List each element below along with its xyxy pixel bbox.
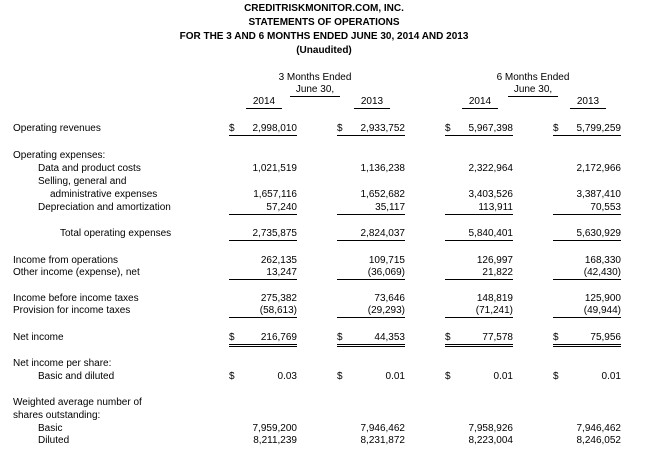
provision-1: (58,613) [229, 305, 297, 318]
net-income-cell-4 [553, 332, 621, 347]
provision-4: (49,944) [553, 305, 621, 318]
diluted-shares-4: 8,246,052 [576, 435, 621, 446]
three-months-date: June 30, [290, 84, 340, 97]
eps-cell-1 [229, 371, 297, 383]
label-net-income-per-share: Net income per share: [13, 358, 112, 369]
statement-period: FOR THE 3 AND 6 MONTHS ENDED JUNE 30, 2014 AND 2013 [179, 31, 469, 42]
label-total-operating-expenses: Total operating expenses [60, 228, 172, 239]
label-operating-expenses: Operating expenses: [13, 150, 106, 161]
total-opex-2: 2,824,037 [337, 228, 405, 241]
label-sga-line2: administrative expenses [50, 189, 158, 200]
value: 77,578 [482, 332, 513, 343]
depreciation-4: 70,553 [553, 202, 621, 215]
eps-cell-4 [553, 371, 621, 383]
value: 5,799,259 [576, 123, 621, 134]
value: 0.01 [493, 371, 513, 382]
diluted-shares-2: 8,231,872 [360, 435, 405, 446]
income-before-taxes-3: 148,819 [476, 293, 513, 304]
income-before-taxes-2: 73,646 [374, 293, 405, 304]
provision-2: (29,293) [337, 305, 405, 318]
label-weighted-average-line1: Weighted average number of [13, 397, 142, 408]
dollar-sign: $ [553, 332, 559, 343]
eps-cell-3 [445, 371, 513, 383]
sga-3: 3,403,526 [468, 189, 513, 200]
dollar-sign: $ [229, 332, 235, 343]
dollar-sign: $ [337, 371, 343, 382]
revenue-cell-2 [337, 123, 405, 136]
label-basic-and-diluted: Basic and diluted [38, 371, 115, 382]
unaudited-note: (Unaudited) [296, 45, 352, 56]
year-col-1: 2014 [246, 96, 282, 109]
sga-1: 1,657,116 [253, 189, 297, 200]
label-other-income: Other income (expense), net [13, 267, 140, 278]
income-before-taxes-4: 125,900 [584, 293, 621, 304]
value: 2,998,010 [252, 123, 297, 134]
other-income-2: (36,069) [337, 267, 405, 280]
total-opex-1: 2,735,875 [229, 228, 297, 241]
diluted-shares-1: 8,211,239 [253, 435, 297, 446]
revenue-cell-3 [445, 123, 513, 136]
dollar-sign: $ [445, 123, 451, 134]
dollar-sign: $ [337, 332, 343, 343]
basic-shares-1: 7,959,200 [252, 423, 297, 434]
year-col-2: 2013 [354, 96, 390, 109]
revenue-cell-4 [553, 123, 621, 136]
provision-3: (71,241) [445, 305, 513, 318]
year-col-3: 2014 [462, 96, 498, 109]
depreciation-2: 35,117 [337, 202, 405, 215]
basic-shares-2: 7,946,462 [360, 423, 405, 434]
other-income-4: (42,430) [553, 267, 621, 280]
dollar-sign: $ [553, 123, 559, 134]
value: 0.01 [601, 371, 621, 382]
label-weighted-average-line2: shares outstanding: [13, 410, 101, 421]
income-ops-2: 109,715 [368, 255, 405, 266]
label-operating-revenues: Operating revenues [13, 123, 101, 134]
diluted-shares-3: 8,223,004 [468, 435, 513, 446]
depreciation-1: 57,240 [229, 202, 297, 215]
income-ops-4: 168,330 [584, 255, 621, 266]
net-income-cell-2 [337, 332, 405, 347]
basic-shares-4: 7,946,462 [576, 423, 621, 434]
income-ops-1: 262,135 [260, 255, 297, 266]
value: 44,353 [374, 332, 405, 343]
three-months-header: 3 Months Ended [278, 72, 352, 83]
label-data-product-costs: Data and product costs [38, 163, 141, 174]
dollar-sign: $ [445, 371, 451, 382]
sga-4: 3,387,410 [576, 189, 621, 200]
value: 75,956 [590, 332, 621, 343]
depreciation-3: 113,911 [445, 202, 513, 215]
data-costs-2: 1,136,238 [360, 163, 405, 174]
net-income-cell-1 [229, 332, 297, 347]
label-provision-taxes: Provision for income taxes [13, 305, 131, 316]
label-income-before-taxes: Income before income taxes [13, 293, 139, 304]
value: 5,967,398 [468, 123, 513, 134]
label-diluted: Diluted [38, 435, 70, 446]
value: 216,769 [260, 332, 297, 343]
value: 0.03 [277, 371, 297, 382]
eps-cell-2 [337, 371, 405, 383]
data-costs-3: 2,322,964 [468, 163, 513, 174]
income-before-taxes-1: 275,382 [260, 293, 297, 304]
six-months-date: June 30, [508, 84, 558, 97]
statement-title: STATEMENTS OF OPERATIONS [248, 17, 400, 28]
label-depreciation: Depreciation and amortization [38, 202, 171, 213]
year-col-4: 2013 [570, 96, 606, 109]
net-income-cell-3 [445, 332, 513, 347]
total-opex-4: 5,630,929 [553, 228, 621, 241]
label-income-from-operations: Income from operations [13, 255, 119, 266]
revenue-cell-1 [229, 123, 297, 136]
basic-shares-3: 7,958,926 [468, 423, 513, 434]
dollar-sign: $ [229, 371, 235, 382]
data-costs-4: 2,172,966 [576, 163, 621, 174]
dollar-sign: $ [229, 123, 235, 134]
label-net-income: Net income [13, 332, 64, 343]
other-income-1: 13,247 [229, 267, 297, 280]
dollar-sign: $ [445, 332, 451, 343]
other-income-3: 21,822 [445, 267, 513, 280]
sga-2: 1,652,682 [360, 189, 405, 200]
company-name: CREDITRISKMONITOR.COM, INC. [244, 3, 404, 14]
value: 0.01 [385, 371, 405, 382]
value: 2,933,752 [360, 123, 405, 134]
dollar-sign: $ [337, 123, 343, 134]
label-sga-line1: Selling, general and [38, 176, 127, 187]
dollar-sign: $ [553, 371, 559, 382]
total-opex-3: 5,840,401 [445, 228, 513, 241]
six-months-header: 6 Months Ended [496, 72, 570, 83]
income-ops-3: 126,997 [476, 255, 513, 266]
data-costs-1: 1,021,519 [252, 163, 297, 174]
label-basic: Basic [38, 423, 63, 434]
